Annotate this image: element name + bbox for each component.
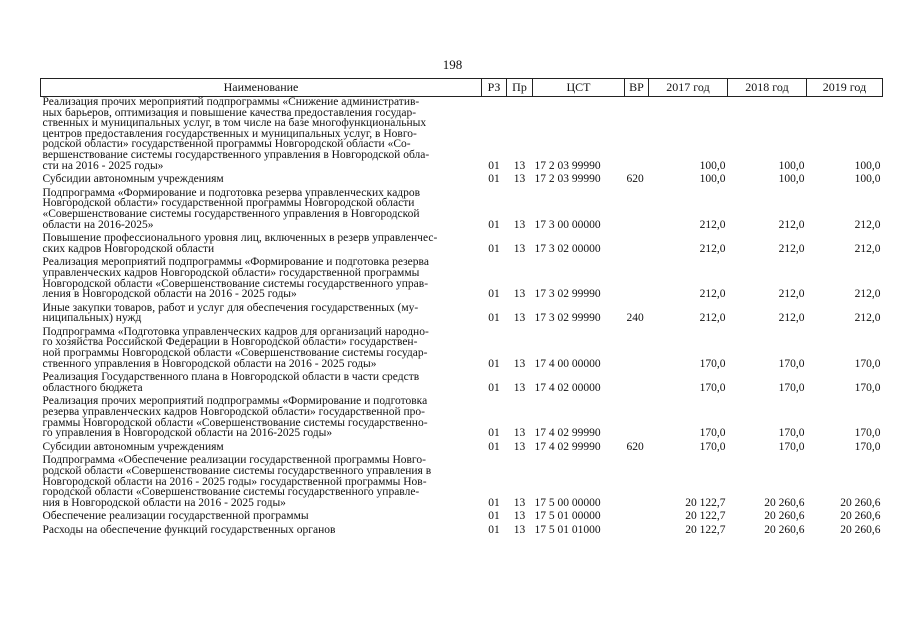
row-year-2019: 170,0 — [854, 357, 881, 370]
row-name-line: ния в Новгородской области на 2016 - 2025 годы» — [42, 496, 286, 509]
row-name — [41, 188, 482, 230]
row-vr — [625, 327, 649, 369]
row-name-line: Подпрограмма «Подготовка управленческих кадров для организаций народно- — [42, 325, 429, 338]
row-name-line: Реализация Государственного плана в Новгородской области в части средств — [42, 371, 420, 384]
row-name-line: родской области «Совершенствование системы государственного управления в — [42, 465, 432, 477]
table-row — [41, 372, 883, 393]
table-row — [41, 525, 883, 536]
row-vr — [625, 233, 649, 254]
row-name-line: Повышение профессионального уровня лиц, включенных в резерв управленчес- — [42, 232, 438, 245]
row-name-line: Подпрограмма «Обеспечение реализации государственной программы Новго- — [42, 454, 426, 467]
row-name — [41, 233, 482, 254]
row-name-line: родской области» государственной программы Новгородской области «Со- — [42, 138, 411, 151]
row-vr — [625, 97, 649, 172]
row-cst: 17 2 03 99990 — [534, 173, 601, 186]
row-rz: 01 — [488, 357, 500, 370]
row-rz: 01 — [488, 381, 500, 394]
row-year-2018: 100,0 — [778, 173, 805, 186]
row-cst: 17 5 01 01000 — [534, 523, 601, 536]
row-name-line: резерва управленческих кадров Новгородской области» государственной про- — [42, 406, 425, 419]
row-name-line: го хозяйства Российской Федерации в Новгородской области» государствен- — [42, 336, 418, 349]
row-name — [41, 455, 482, 508]
row-year-2018: 170,0 — [778, 381, 805, 394]
row-name-line: Реализация мероприятий подпрограммы «Формирование и подготовка резерва — [42, 256, 429, 269]
row-year-2019: 212,0 — [854, 288, 881, 301]
row-year-2017: 212,0 — [699, 218, 726, 231]
row-rz: 01 — [488, 218, 500, 231]
row-cst: 17 3 02 99990 — [534, 312, 601, 325]
row-cst: 17 2 03 99990 — [534, 159, 601, 172]
row-year-2017: 100,0 — [699, 173, 726, 186]
budget-table — [40, 78, 883, 536]
row-pr: 13 — [513, 218, 526, 231]
row-cst: 17 4 02 99990 — [534, 440, 601, 453]
row-year-2019: 212,0 — [854, 312, 881, 325]
row-name-line: Реализация прочих мероприятий подпрограммы «Снижение административ- — [42, 96, 420, 108]
row-name-line: Реализация прочих мероприятий подпрограммы «Формирование и подготовка — [42, 395, 428, 408]
row-vr: 620 — [626, 173, 644, 186]
row-pr: 13 — [513, 496, 526, 509]
table-row — [41, 455, 883, 508]
row-name-line: ских кадров Новгородской области — [42, 242, 215, 255]
row-pr: 13 — [513, 288, 526, 301]
row-cst: 17 4 00 00000 — [534, 357, 601, 370]
header-rz: РЗ — [482, 79, 507, 97]
row-rz: 01 — [488, 496, 500, 509]
row-pr: 13 — [513, 510, 526, 523]
header-2019: 2019 год — [807, 79, 883, 97]
row-pr: 13 — [513, 427, 526, 440]
row-name-line: ной программы Новгородской области «Совершенствование системы государ- — [42, 347, 428, 360]
table-row — [41, 303, 883, 324]
row-name-line: Субсидии автономным учреждениям — [42, 440, 224, 453]
header-cst: ЦСТ — [533, 79, 625, 97]
row-year-2018: 212,0 — [778, 288, 805, 301]
row-cst: 17 3 02 00000 — [534, 242, 601, 255]
row-year-2017: 170,0 — [699, 381, 726, 394]
row-vr — [625, 455, 649, 508]
row-year-2019: 170,0 — [854, 427, 881, 440]
table-row — [41, 257, 883, 299]
row-vr: 240 — [626, 312, 644, 325]
row-name — [41, 396, 482, 438]
row-year-2017: 20 122,7 — [685, 510, 726, 523]
row-name-line: Обеспечение реализации государственной программы — [42, 510, 309, 523]
header-vr: ВР — [625, 79, 649, 97]
row-year-2019: 100,0 — [854, 173, 881, 186]
row-year-2018: 100,0 — [778, 159, 805, 172]
row-name — [41, 97, 482, 172]
row-name-line: Новгородской области на 2016 - 2025 годы» государственной программы Нов- — [42, 475, 427, 488]
row-year-2018: 170,0 — [778, 357, 805, 370]
row-year-2018: 20 260,6 — [764, 523, 805, 536]
row-name-line: Субсидии автономным учреждениям — [42, 173, 224, 186]
header-2017: 2017 год — [649, 79, 728, 97]
row-year-2017: 170,0 — [699, 427, 726, 440]
row-name-line: ных барьеров, оптимизация и повышение качества предоставления государ- — [42, 106, 417, 119]
row-name-line: граммы Новгородской области «Совершенствование системы государственно- — [42, 416, 428, 429]
table-row — [41, 511, 883, 522]
row-year-2019: 20 260,6 — [840, 523, 881, 536]
row-name-line: Новгородской области» государственной программы Новгородской области — [42, 197, 415, 210]
row-name-line: ственных и муниципальных услуг, в том числе на базе многофункциональных — [42, 117, 427, 130]
row-vr — [625, 511, 649, 522]
row-rz: 01 — [488, 288, 500, 301]
row-year-2018: 170,0 — [778, 427, 805, 440]
row-name-line: сти на 2016 - 2025 годы» — [42, 159, 164, 172]
row-cst: 17 3 02 99990 — [534, 288, 601, 301]
row-name-line: областного бюджета — [42, 381, 143, 394]
row-name — [41, 327, 482, 369]
row-year-2019: 212,0 — [854, 218, 881, 231]
row-name-line: ления в Новгородской области на 2016 - 2025 годы» — [42, 288, 297, 301]
table-row — [41, 327, 883, 369]
table-header — [41, 79, 883, 97]
row-name — [41, 442, 482, 453]
row-year-2019: 20 260,6 — [840, 510, 881, 523]
header-2018: 2018 год — [728, 79, 807, 97]
row-year-2017: 20 122,7 — [685, 496, 726, 509]
row-name-line: Расходы на обеспечение функций государственных органов — [42, 523, 336, 536]
header-pr: Пр — [507, 79, 533, 97]
row-cst: 17 4 02 00000 — [534, 381, 601, 394]
row-vr — [625, 396, 649, 438]
header-name: Наименование — [41, 79, 482, 97]
row-year-2019: 170,0 — [854, 381, 881, 394]
table-row — [41, 97, 883, 172]
row-name — [41, 257, 482, 299]
row-year-2018: 170,0 — [778, 440, 805, 453]
row-name-line: ственного управления в Новгородской области на 2016 - 2025 годы» — [42, 357, 377, 370]
row-pr: 13 — [513, 440, 526, 453]
row-pr: 13 — [513, 357, 526, 370]
table-row — [41, 442, 883, 453]
row-year-2018: 20 260,6 — [764, 510, 805, 523]
row-vr — [625, 525, 649, 536]
row-year-2018: 212,0 — [778, 312, 805, 325]
row-year-2019: 20 260,6 — [840, 496, 881, 509]
row-pr: 13 — [513, 173, 526, 186]
row-year-2017: 20 122,7 — [685, 523, 726, 536]
row-vr — [625, 257, 649, 299]
table-row — [41, 188, 883, 230]
table-row — [41, 396, 883, 438]
row-vr — [625, 188, 649, 230]
row-cst: 17 5 00 00000 — [534, 496, 601, 509]
row-year-2017: 100,0 — [699, 159, 726, 172]
page-number: 198 — [442, 57, 463, 72]
row-pr: 13 — [513, 242, 526, 255]
row-name-line: го управления в Новгородской области на 2016-2025 годы» — [42, 427, 333, 440]
row-year-2019: 170,0 — [854, 440, 881, 453]
row-year-2017: 170,0 — [699, 440, 726, 453]
row-name-line: области на 2016-2025» — [42, 218, 154, 231]
row-name-line: Новгородской области «Совершенствование системы государственного управ- — [42, 277, 429, 290]
row-rz: 01 — [488, 523, 500, 536]
row-pr: 13 — [513, 523, 526, 536]
row-pr: 13 — [513, 381, 526, 394]
row-rz: 01 — [488, 510, 500, 523]
row-name-line: городской области «Совершенствование системы государственного управле- — [42, 486, 420, 499]
row-cst: 17 5 01 00000 — [534, 510, 601, 523]
row-year-2019: 100,0 — [854, 159, 881, 172]
row-year-2017: 212,0 — [699, 242, 726, 255]
row-year-2018: 212,0 — [778, 242, 805, 255]
row-rz: 01 — [488, 427, 500, 440]
row-name-line: центров предоставления государственных и муниципальных услуг, в Новго- — [42, 127, 417, 140]
row-year-2017: 212,0 — [699, 312, 726, 325]
row-vr — [625, 372, 649, 393]
row-year-2017: 170,0 — [699, 357, 726, 370]
row-name — [41, 372, 482, 393]
row-name-line: ниципальных) нужд — [42, 312, 142, 325]
row-rz: 01 — [488, 242, 500, 255]
row-name — [41, 525, 482, 536]
row-year-2018: 212,0 — [778, 218, 805, 231]
row-name — [41, 511, 482, 522]
row-name-line: управленческих кадров Новгородской области» государственной программы — [42, 266, 420, 279]
row-name-line: «Совершенствование системы государственного управления в Новгородской — [42, 207, 420, 220]
row-year-2019: 212,0 — [854, 242, 881, 255]
row-name-line: вершенствование системы государственного управления в Новгородской обла- — [42, 148, 430, 161]
table-row — [41, 174, 883, 185]
row-name-line: Подпрограмма «Формирование и подготовка резерва управленческих кадров — [42, 186, 421, 199]
row-rz: 01 — [488, 159, 500, 172]
row-rz: 01 — [488, 173, 500, 186]
table-row — [41, 233, 883, 254]
row-year-2018: 20 260,6 — [764, 496, 805, 509]
row-cst: 17 4 02 99990 — [534, 427, 601, 440]
row-pr: 13 — [513, 159, 526, 172]
table-body — [41, 97, 883, 536]
row-name-line: Иные закупки товаров, работ и услуг для обеспечения государственных (му- — [42, 301, 419, 314]
row-rz: 01 — [488, 440, 500, 453]
row-cst: 17 3 00 00000 — [534, 218, 601, 231]
row-pr: 13 — [513, 312, 526, 325]
row-name — [41, 174, 482, 185]
row-rz: 01 — [488, 312, 500, 325]
row-name — [41, 303, 482, 324]
row-vr: 620 — [626, 440, 644, 453]
row-year-2017: 212,0 — [699, 288, 726, 301]
